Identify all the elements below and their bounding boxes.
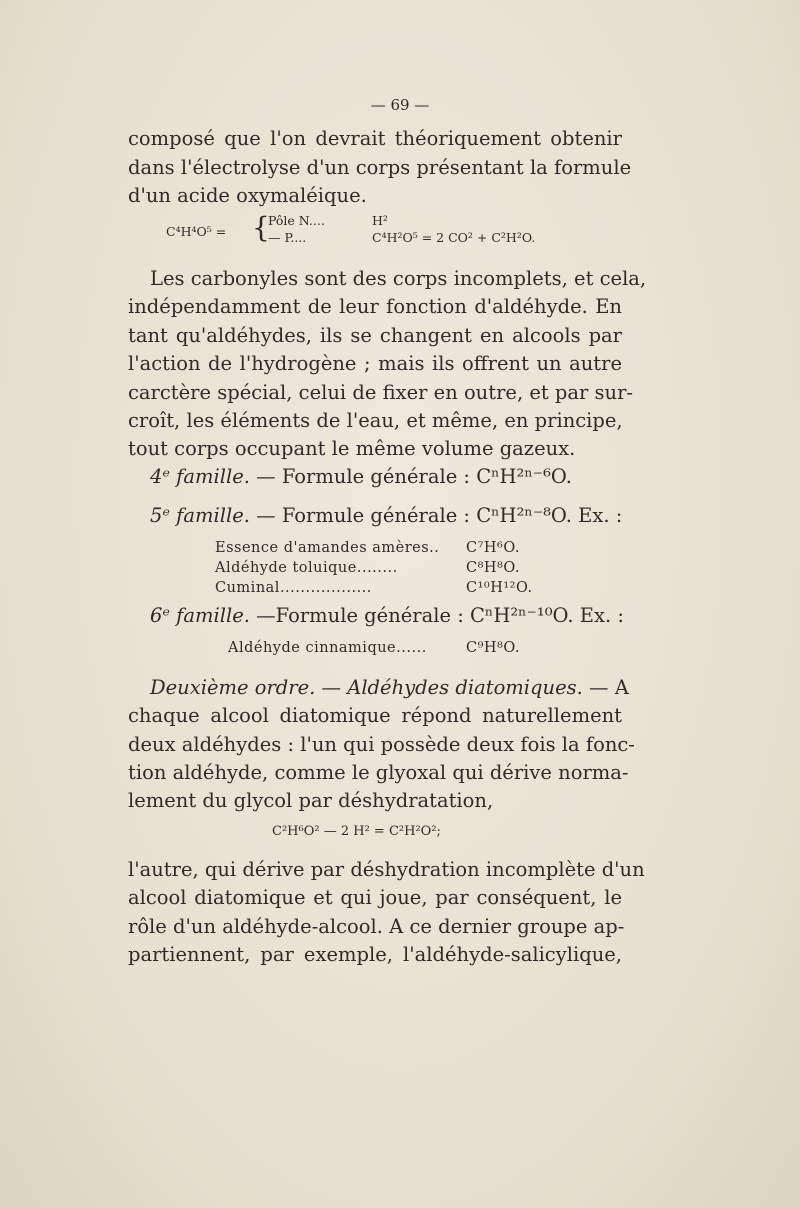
example-formula: C⁹H⁸O. bbox=[466, 640, 521, 656]
equation: C²H⁶O² — 2 H² = C²H²O²; bbox=[272, 824, 441, 839]
paragraph-line: Les carbonyles sont des corps incomplets, et cela, bbox=[150, 267, 647, 290]
family-6-line bbox=[150, 603, 622, 629]
paragraph-line: composé que l'on devrait théoriquement obtenir bbox=[128, 127, 622, 150]
page-number: — 69 — bbox=[370, 96, 430, 114]
family-4-line bbox=[150, 464, 622, 490]
paragraph-line: alcool diatomique et qui joue, par conséquent, le bbox=[128, 886, 622, 909]
family-formula: — Formule générale : CⁿH²ⁿ⁻⁸O. Ex. : bbox=[256, 504, 623, 527]
example-name: Essence d'amandes amères.. bbox=[215, 540, 440, 556]
paragraph-line: rôle d'un aldéhyde-alcool. A ce dernier groupe ap- bbox=[128, 915, 625, 938]
family-label: 5ᵉ famille. bbox=[150, 504, 250, 527]
paragraph-line: partiennent, par exemple, l'aldéhyde-salicylique, bbox=[128, 943, 622, 966]
example-formula: C⁸H⁸O. bbox=[466, 560, 521, 576]
reaction-pole-p: — P.... bbox=[268, 230, 307, 245]
section-heading-line bbox=[150, 675, 629, 701]
example-name: Cuminal.................. bbox=[215, 580, 372, 596]
paragraph-line: l'autre, qui dérive par déshydration incomplète d'un bbox=[128, 858, 645, 881]
example-formula: C¹⁰H¹²O. bbox=[466, 580, 533, 596]
paragraph-line: dans l'électrolyse d'un corps présentant la formule bbox=[128, 156, 632, 179]
paragraph-line: chaque alcool diatomique répond naturellement bbox=[128, 704, 622, 727]
family-label: 4ᵉ famille. bbox=[150, 465, 250, 488]
paragraph-line: deux aldéhydes : l'un qui possède deux fois la fonc- bbox=[128, 733, 635, 756]
family-5-line bbox=[150, 503, 622, 529]
family-label: 6ᵉ famille. bbox=[150, 604, 250, 627]
paragraph-line: carctère spécial, celui de fixer en outre, et par sur- bbox=[128, 381, 634, 404]
paragraph-line: tant qu'aldéhydes, ils se changent en alcools par bbox=[128, 324, 622, 347]
paragraph-line: tion aldéhyde, comme le glyoxal qui dérive norma- bbox=[128, 761, 629, 784]
example-formula: C⁷H⁶O. bbox=[466, 540, 521, 556]
paragraph-line: d'un acide oxymaléique. bbox=[128, 184, 367, 207]
heading-continuation: — A bbox=[582, 676, 629, 699]
paragraph-line: tout corps occupant le même volume gazeux. bbox=[128, 437, 576, 460]
reaction-product-n: H² bbox=[372, 213, 388, 228]
example-name: Aldéhyde toluique........ bbox=[215, 560, 398, 576]
family-formula: —Formule générale : CⁿH²ⁿ⁻¹⁰O. Ex. : bbox=[249, 604, 624, 627]
reaction-pole-n: Pôle N.... bbox=[268, 213, 325, 228]
reaction-product-p: C⁴H²O⁵ = 2 CO² + C²H²O. bbox=[372, 230, 536, 245]
reaction-reactant: C⁴H⁴O⁵ = bbox=[166, 224, 227, 239]
brace: { bbox=[252, 211, 270, 244]
family-formula: — Formule générale : CⁿH²ⁿ⁻⁶O. bbox=[249, 465, 572, 488]
paragraph-line: l'action de l'hydrogène ; mais ils offrent un autre bbox=[128, 352, 622, 375]
paragraph-line: indépendamment de leur fonction d'aldéhyde. En bbox=[128, 295, 622, 318]
section-heading: Deuxième ordre. — Aldéhydes diatomiques. bbox=[150, 676, 583, 699]
paragraph-line: lement du glycol par déshydratation, bbox=[128, 789, 494, 812]
paragraph-line: croît, les éléments de l'eau, et même, en principe, bbox=[128, 409, 623, 432]
example-name: Aldéhyde cinnamique...... bbox=[228, 640, 427, 656]
